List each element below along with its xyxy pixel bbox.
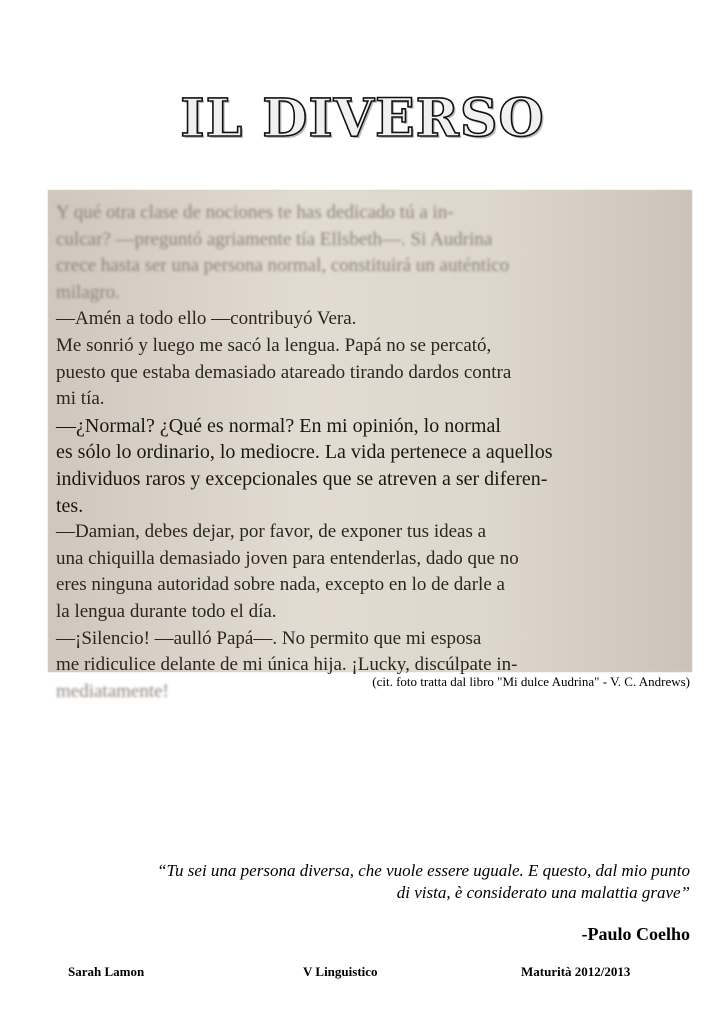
photo-line: eres ninguna autoridad sobre nada, excepto en lo de darle a: [56, 574, 505, 596]
photo-line: Y qué otra clase de nociones te has dedicado tú a in-: [56, 202, 454, 223]
photo-line: milagro.: [56, 281, 120, 303]
quote-author: -Paulo Coelho: [581, 924, 690, 944]
photo-line: individuos raros y excepcionales que se atreven a ser diferen-: [56, 467, 548, 490]
photo-line: crece hasta ser una persona normal, constituirá un auténtico: [56, 255, 510, 277]
photo-line: —Amén a todo ello —contribuyó Vera.: [56, 308, 357, 330]
footer-exam-year: Maturità 2012/2013: [521, 964, 631, 979]
photo-line: mi tía.: [56, 388, 105, 410]
quote-block: [60, 860, 690, 904]
photo-line: culcar? —preguntó agriamente tía Ellsbeth—. Si Audrina: [56, 228, 493, 250]
photo-line: —Damian, debes dejar, por favor, de exponer tus ideas a: [56, 521, 487, 543]
photo-line: —¿Normal? ¿Qué es normal? En mi opinión, lo normal: [56, 414, 501, 437]
quote-line-1: “Tu sei una persona diversa, che vuole essere uguale. E questo, dal mio punto: [157, 861, 690, 880]
photo-line: es sólo lo ordinario, lo mediocre. La vida pertenece a aquellos: [56, 441, 553, 464]
photo-caption: (cit. foto tratta dal libro "Mi dulce Audrina" - V. C. Andrews): [372, 674, 690, 689]
photo-line: la lengua durante todo el día.: [56, 600, 277, 622]
photo-line: me ridiculice delante de mi única hija. ¡Lucky, discúlpate in-: [56, 654, 518, 676]
page-title: IL DIVERSO: [180, 88, 545, 149]
photo-line: una chiquilla demasiado joven para entenderlas, dado que no: [56, 547, 519, 569]
footer-student-name: Sarah Lamon: [68, 964, 145, 979]
photo-line: Me sonrió y luego me sacó la lengua. Papá no se percató,: [56, 334, 492, 356]
photo-line: puesto que estaba demasiado atareado tirando dardos contra: [56, 361, 512, 383]
footer-class: V Linguistico: [303, 964, 378, 979]
photo-line: tes.: [56, 494, 84, 517]
photo-text-block: [56, 200, 686, 705]
photo-line: —¡Silencio! —aulló Papá—. No permito que mi esposa: [56, 627, 482, 649]
photo-line: mediatamente!: [56, 680, 169, 702]
quote-line-2: di vista, è considerato una malattia grave”: [396, 883, 690, 902]
